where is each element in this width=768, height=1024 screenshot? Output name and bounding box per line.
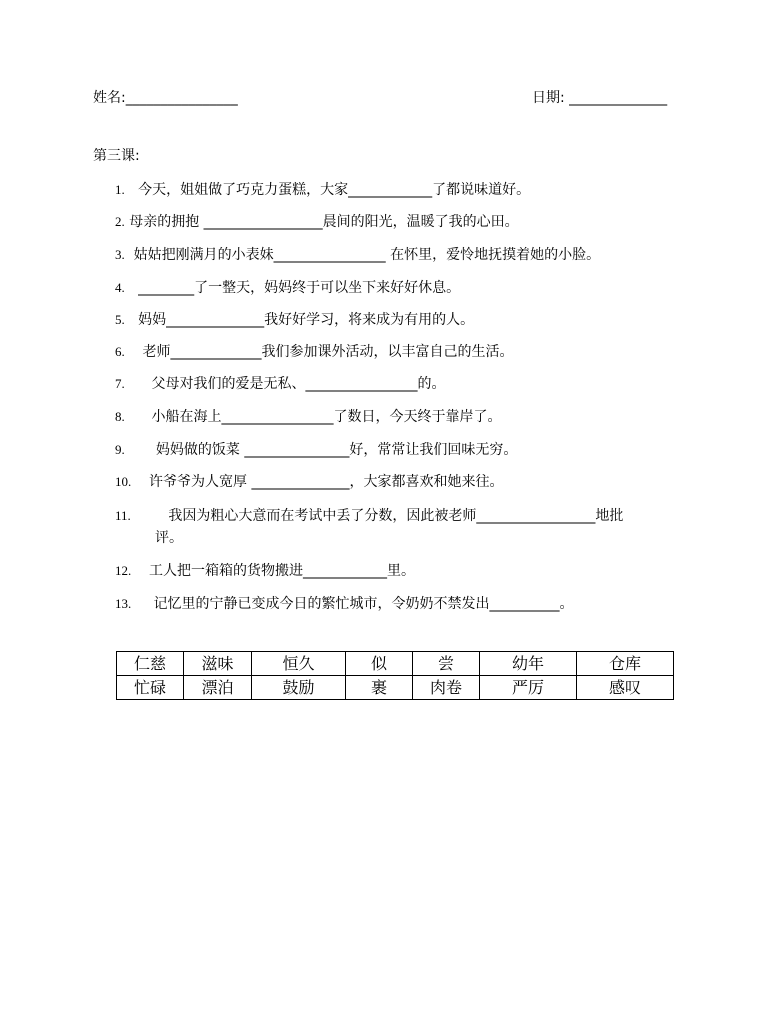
question-number: 4. bbox=[115, 280, 125, 295]
question-number: 5. bbox=[115, 312, 125, 327]
word-cell: 漂泊 bbox=[184, 676, 252, 700]
question-8 bbox=[115, 406, 675, 428]
question-number: 11. bbox=[115, 508, 131, 523]
question-text: 妈妈做的饭菜 _______________好，常常让我们回味无穷。 bbox=[124, 442, 518, 458]
question-number: 1. bbox=[115, 182, 125, 197]
question-number: 6. bbox=[115, 344, 125, 359]
question-number: 3. bbox=[115, 247, 125, 262]
word-bank-row bbox=[117, 652, 674, 676]
question-12 bbox=[115, 560, 675, 582]
date-field: 日期: ______________ bbox=[532, 90, 668, 106]
question-3 bbox=[115, 244, 675, 266]
word-cell: 裹 bbox=[346, 676, 413, 700]
word-cell: 幼年 bbox=[480, 652, 577, 676]
question-13 bbox=[115, 593, 675, 615]
question-4 bbox=[115, 277, 675, 299]
question-text-continued: 评。 bbox=[155, 530, 183, 546]
word-cell: 忙碌 bbox=[117, 676, 184, 700]
word-cell: 仓库 bbox=[577, 652, 674, 676]
question-text: 许爷爷为人宽厚 ______________，大家都喜欢和她来往。 bbox=[131, 474, 504, 490]
question-11 bbox=[115, 505, 675, 546]
name-field: 姓名:________________ bbox=[93, 90, 238, 106]
word-cell: 感叹 bbox=[577, 676, 674, 700]
question-number: 13. bbox=[115, 596, 132, 611]
word-cell: 鼓励 bbox=[252, 676, 346, 700]
question-2 bbox=[115, 211, 675, 233]
lesson-title: 第三课: bbox=[93, 148, 140, 164]
word-bank-row bbox=[117, 676, 674, 700]
question-9 bbox=[115, 439, 675, 461]
question-number: 9. bbox=[115, 442, 125, 457]
word-cell: 肉卷 bbox=[413, 676, 480, 700]
question-7 bbox=[115, 373, 675, 395]
word-cell: 滋味 bbox=[184, 652, 252, 676]
word-cell: 严厉 bbox=[480, 676, 577, 700]
question-6 bbox=[115, 341, 675, 363]
question-number: 2. bbox=[115, 214, 125, 229]
question-number: 8. bbox=[115, 409, 125, 424]
question-text: 小船在海上________________了数日，今天终于靠岸了。 bbox=[124, 409, 502, 425]
word-cell: 仁慈 bbox=[117, 652, 184, 676]
question-text: 工人把一箱箱的货物搬进____________里。 bbox=[131, 563, 416, 579]
question-text: 妈妈______________我好好学习，将来成为有用的人。 bbox=[124, 312, 475, 328]
question-1 bbox=[115, 179, 675, 201]
question-text: 记忆里的宁静已变成今日的繁忙城市，令奶奶不禁发出__________。 bbox=[131, 596, 574, 612]
question-text: 姑姑把刚满月的小表妹________________ 在怀里，爱怜地抚摸着她的小脸。 bbox=[124, 247, 601, 263]
word-cell: 尝 bbox=[413, 652, 480, 676]
question-text: 母亲的拥抱 _________________晨间的阳光，温暖了我的心田。 bbox=[124, 214, 519, 230]
question-number: 10. bbox=[115, 474, 132, 489]
question-text: 我因为粗心大意而在考试中丢了分数，因此被老师_________________地批 bbox=[155, 508, 624, 524]
question-text: 今天，姐姐做了巧克力蛋糕，大家____________了都说味道好。 bbox=[124, 182, 531, 198]
question-text: 老师_____________我们参加课外活动，以丰富自己的生活。 bbox=[124, 344, 514, 360]
question-10 bbox=[115, 471, 675, 493]
question-number: 12. bbox=[115, 563, 132, 578]
word-cell: 恒久 bbox=[252, 652, 346, 676]
word-cell: 似 bbox=[346, 652, 413, 676]
question-text: ________了一整天，妈妈终于可以坐下来好好休息。 bbox=[124, 280, 461, 296]
question-5 bbox=[115, 309, 675, 331]
question-text: 父母对我们的爱是无私、________________的。 bbox=[124, 376, 446, 392]
question-number: 7. bbox=[115, 376, 125, 391]
word-bank-table bbox=[116, 651, 674, 700]
